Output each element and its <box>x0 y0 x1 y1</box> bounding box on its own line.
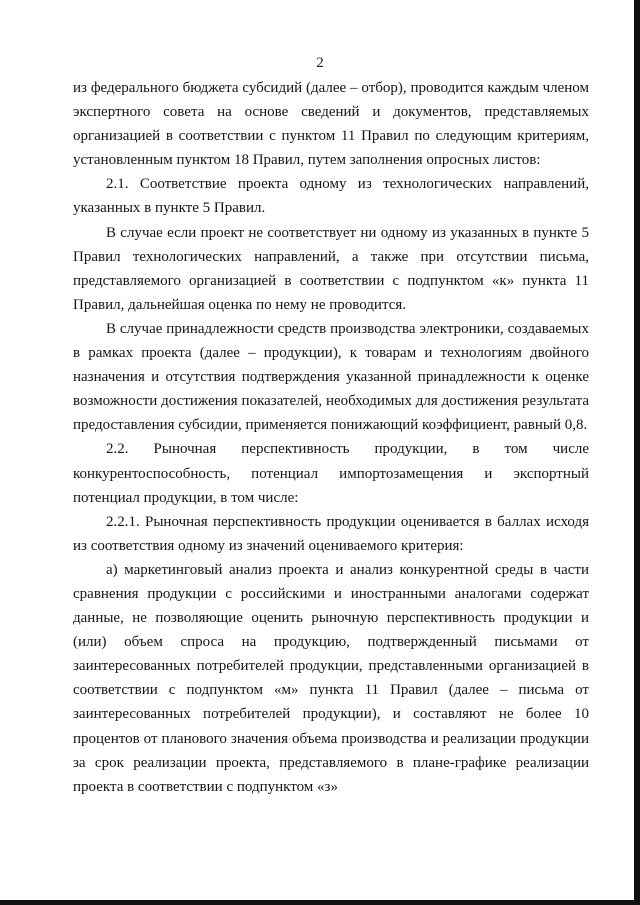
paragraph-2-2: 2.2. Рыночная перспективность продукции, в том числе конкурентоспособность, потенциал импортозамещения и экспортный потенциал продукции, в том числе: <box>73 441 589 506</box>
paragraph-dual-use: В случае принадлежности средств производства электроники, создаваемых в рамках проекта (далее – продукции), к товарам и технологиям двойного назначения и отсутствия подтверждения указанной принадлежности к оценке возможности достижения показателей, необходимых для достижения результата предоставления субсидии, применяется понижающий коэффициент, равный 0,8. <box>73 320 589 434</box>
document-body <box>73 76 589 799</box>
scan-edge-right <box>634 0 640 905</box>
scan-edge-bottom <box>0 900 640 905</box>
paragraph-no-match: В случае если проект не соответствует ни одному из указанных в пункте 5 Правил технологических направлений, а также при отсутствии письма, представляемого организацией в соответствии с подпунктом «к» пункта 11 Правил, дальнейшая оценка по нему не проводится. <box>73 224 589 313</box>
paragraph-item-a: а) маркетинговый анализ проекта и анализ конкурентной среды в части сравнения продукции с российскими и иностранными аналогами содержат данные, не позволяющие оценить рыночную перспективность продукции и (или) объем спроса на продукцию, подтвержденный письмами от заинтересованных потребителей продукции, представленными организацией в соответствии с подпунктом «м» пункта 11 Правил (далее – письма от заинтересованных потребителей продукции), и составляют не более 10 процентов от планового значения объема производства и реализации продукции за срок реализации проекта, представляемого в плане-графике реализации проекта в соответствии с подпунктом «з» <box>73 561 589 795</box>
paragraph-intro-continuation: из федерального бюджета субсидий (далее – отбор), проводится каждым членом экспертного совета на основе сведений и документов, представляемых организацией в соответствии с пунктом 11 Правил по следующим критериям, установленным пунктом 18 Правил, путем заполнения опросных листов: <box>73 80 589 169</box>
page-number: 2 <box>316 55 324 71</box>
paragraph-2-1: 2.1. Соответствие проекта одному из технологических направлений, указанных в пункте 5 Правил. <box>73 176 589 217</box>
paragraph-2-2-1: 2.2.1. Рыночная перспективность продукции оценивается в баллах исходя из соответствия одному из значений оцениваемого критерия: <box>73 513 589 554</box>
